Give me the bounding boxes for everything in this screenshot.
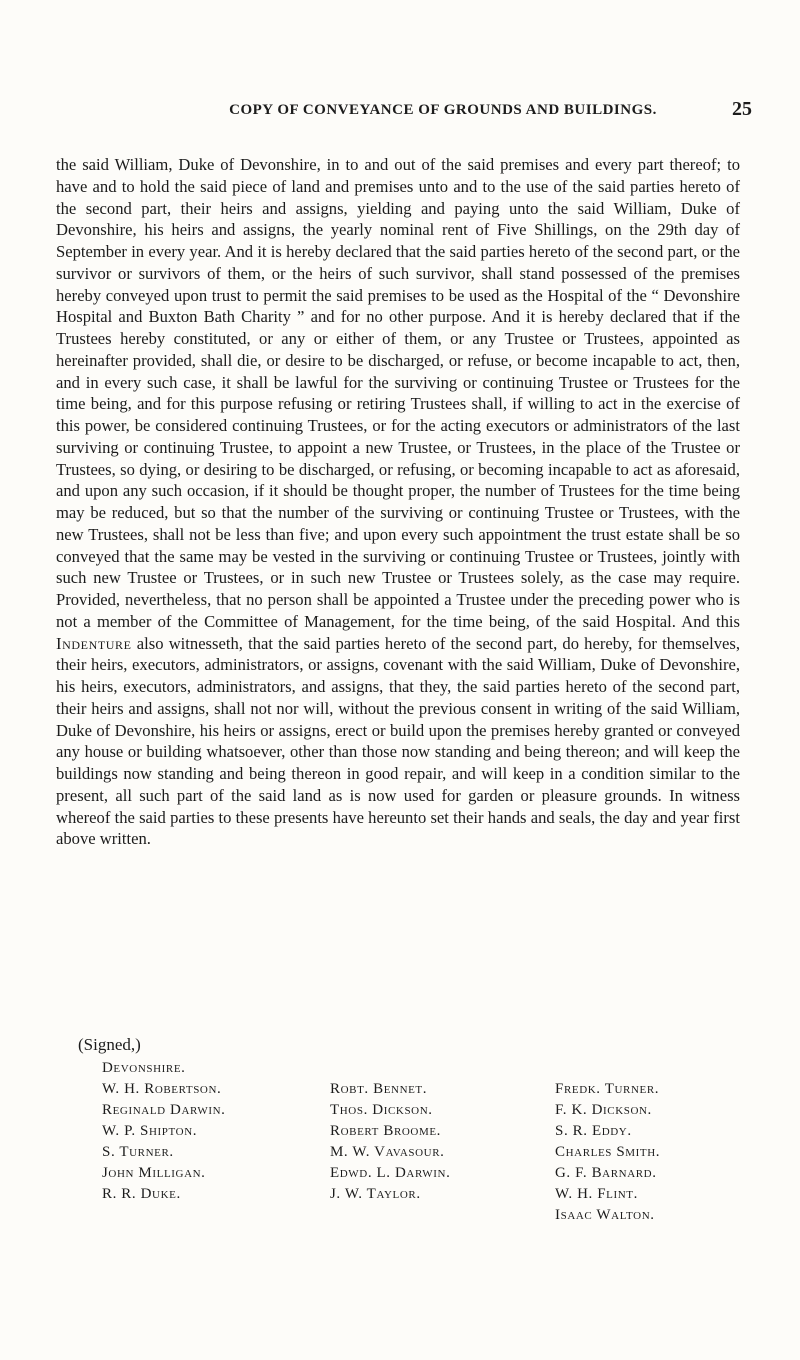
signature-name: W. P. Shipton. <box>102 1123 198 1139</box>
signature-name: W. H. Flint. <box>555 1186 638 1202</box>
paragraph-text-part-2: also witnesseth, that the said parties hereto of the second part, do hereby, for themselves, their heirs, executors, administrators, or assigns, covenant with the said William, Duke of Devonshire, his heirs, executors, administrators, and assigns, that they, the said parties hereto of the second part, their heirs and assigns, shall not nor will, without the previous consent in writing of the said William, Duke of Devonshire, his heirs or assigns, erect or build upon the premises hereby granted or conveyed any house or building whatsoever, other than those now standing and being thereon; and will keep the buildings now standing and being thereon in good repair, and will keep in a condition similar to the present, all such part of the said land as is now used for garden or pleasure grounds. In witness whereof the said parties to these presents have hereunto set their hands and seals, the day and year first above written. <box>56 633 740 849</box>
signature-name: Robt. Bennet. <box>330 1081 428 1097</box>
signature-column-2 <box>330 1079 450 1205</box>
signature-name: S. R. Eddy. <box>555 1123 632 1139</box>
signature-name: J. W. Taylor. <box>330 1186 421 1202</box>
signature-name: Fredk. Turner. <box>555 1081 660 1097</box>
signature-name: Robert Broome. <box>330 1123 442 1139</box>
signature-name: G. F. Barnard. <box>555 1165 657 1181</box>
signature-name: Devonshire. <box>102 1060 186 1076</box>
signature-name: John Milligan. <box>102 1165 206 1181</box>
page-number: 25 <box>732 98 752 120</box>
paragraph-text-part-1: the said William, Duke of Devonshire, in to and out of the said premises and every part thereof; to have and to hold the said piece of land and premises unto and to the use of the said parties hereto of the second part, their heirs and assigns, yielding and paying unto the said William, Duke of Devonshire, his heirs and assigns, the yearly nominal rent of Five Shillings, on the 29th day of September in every year. And it is hereby declared that the said parties hereto of the second part, or the survivor or survivors of them, or the heirs of such survivor, shall stand possessed of the premises hereby conveyed upon trust to permit the said premises to be used as the Hospital of the “ Devonshire Hospital and Buxton Bath Charity ” and for no other purpose. And it is hereby declared that if the Trustees hereby constituted, or any or either of them, or any Trustee or Trustees, appointed as hereinafter provided, shall die, or desire to be discharged, or refuse, or become incapable to act, then, and in every such case, it shall be lawful for the surviving or continuing Trustee or Trustees for the time being, and for this purpose refusing or retiring Trustees shall, if willing to act in the exercise of this power, be considered continuing Trustees, or for the acting executors or administrators of the last surviving or continuing Trustee, to appoint a new Trustee, or Trustees, in the place of the Trustee or Trustees, so dying, or desiring to be discharged, or refusing, or becoming incapable to act as aforesaid, and upon any such occasion, if it should be thought proper, the number of Trustees for the time being may be reduced, but so that the number of the surviving or continuing Trustee or Trustees, with the new Trustees, shall not be less than five; and upon every such appointment the trust estate shall be so conveyed that the same may be vested in the surviving or continuing Trustee or Trustees, jointly with such new Trustee or Trustees, or in such new Trustee or Trustees solely, as the case may require. Provided, nevertheless, that no person shall be appointed a Trustee under the preceding power who is not a member of the Committee of Management, for the time being, of the said Hospital. And this <box>56 155 740 631</box>
signed-label: (Signed,) <box>78 1035 141 1054</box>
signature-name: Charles Smith. <box>555 1144 661 1160</box>
indenture-word: Indenture <box>56 633 132 653</box>
signature-name: M. W. Vavasour. <box>330 1144 445 1160</box>
signature-name: W. H. Robertson. <box>102 1081 222 1097</box>
signature-name: R. R. Duke. <box>102 1186 181 1202</box>
body-text <box>56 154 740 850</box>
signature-name: Reginald Darwin. <box>102 1102 226 1118</box>
signature-name: Isaac Walton. <box>555 1207 655 1223</box>
page-heading: COPY OF CONVEYANCE OF GROUNDS AND BUILDINGS. <box>229 102 657 118</box>
signature-name: F. K. Dickson. <box>555 1102 652 1118</box>
body-paragraph <box>56 154 740 850</box>
running-head <box>134 100 752 124</box>
signature-name: Thos. Dickson. <box>330 1102 433 1118</box>
signature-column-1 <box>102 1058 225 1205</box>
signature-name: S. Turner. <box>102 1144 174 1160</box>
signature-column-3 <box>555 1079 660 1226</box>
signature-name: Edwd. L. Darwin. <box>330 1165 451 1181</box>
